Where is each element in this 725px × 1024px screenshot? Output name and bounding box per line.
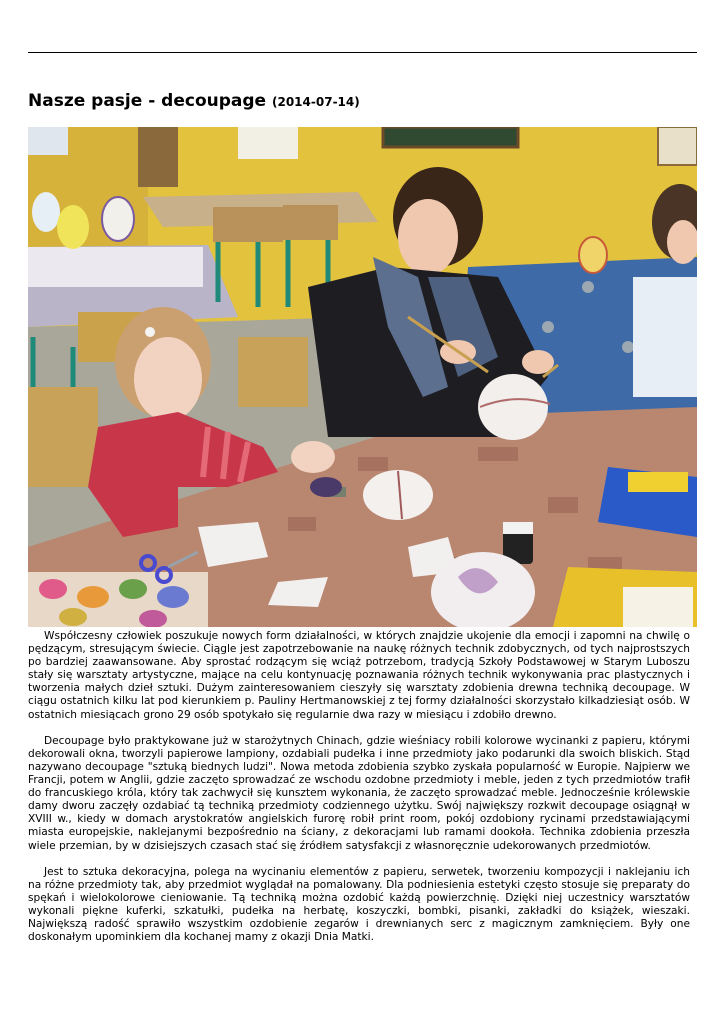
article-body [28,630,690,957]
photo-illustration [28,127,697,627]
paragraph: Współczesny człowiek poszukuje nowych form działalności, w których znajdzie ukojenie dla emocji i zapomni na chwilę o pędzącym, stresującym świecie. Ciągle jest zapotrzebowanie na naukę różnych technik zdobycznych, od tych najprostszych po bardziej zaawansowane. Aby sprostać rodzącym się wciąż potrzebom, tradycją Szkoły Podstawowej w Starym Luboszu stały się warsztaty artystyczne, mające na celu kontynuację poznawania różnych technik wykonywania prac plastycznych i tworzenia małych dzieł sztuki. Dużym zainteresowaniem cieszyły się warsztaty zdobienia drewna techniką decoupage. W ciągu ostatnich kilku lat pod kierunkiem p. Pauliny Hertmanowskiej z tej formy działalności skorzystało kilkadziesiąt osób. W ostatnich miesiącach grono 29 osób spotykało się regularnie dwa razy w miesiącu i zdobiło drewno. [28,630,690,721]
title-text: Nasze pasje - decoupage [28,91,267,111]
article-date: (2014-07-14) [272,95,360,109]
paragraph: Jest to sztuka dekoracyjna, polega na wycinaniu elementów z papieru, serwetek, tworzeniu kompozycji i naklejaniu ich na różne przedmioty tak, aby przedmiot wyglądał na pomalowany. Dla podniesienia estetyki często stosuje się preparaty do spękań i wielokolorowe cieniowanie. Tą techniką można ozdobić każdą powierzchnię. Dzięki niej uczestnicy warsztatów wykonali piękne kuferki, szkatułki, pudełka na herbatę, koszyczki, bombki, pisanki, zakładki do książek, wieszaki. Największą radość sprawiło wszystkim ozdobienie zegarów i drewnianych serc z magicznym zamknięciem. Były one doskonałym upominkiem dla kochanej mamy z okazji Dnia Matki. [28,865,690,944]
top-rule [28,52,697,53]
article-photo [28,127,697,627]
article-title [28,91,360,111]
paragraph: Decoupage było praktykowane już w starożytnych Chinach, gdzie wieśniacy robili kolorowe wycinanki z papieru, którymi dekorowali okna, tworzyli papierowe lampiony, ozdabiali pudełka i inne przedmioty jako podarunki dla swoich bliskich. Stąd nazywano decoupage "sztuką biednych ludzi". Nowa metoda zdobienia szybko zyskała popularność w Europie. Najpierw we Francji, potem w Anglii, gdzie zaczęto sprowadzać ze wschodu ozdobne przedmioty i meble, jeden z tych przedmiotów trafił do francuskiego króla, który tak zachwycił się kunsztem wykonania, że zaczęto sprowadzać meble. Jednocześnie królewskie damy dworu zaczęły ozdabiać tą techniką przedmioty codziennego użytku. Swój największy rozkwit decoupage osiągnął w XVIII w., kiedy w domach arystokratów angielskich furorę robił print room, pokój ozdobiony rycinami przedstawiającymi miasta europejskie, naklejanymi bezpośrednio na ściany, z dekoracjami lub ramami dookoła. Technika zdobienia przeszła wiele przemian, by w dzisiejszych czasach stać się źródłem satysfakcji z własnoręcznie udekorowanych przedmiotów. [28,734,690,852]
